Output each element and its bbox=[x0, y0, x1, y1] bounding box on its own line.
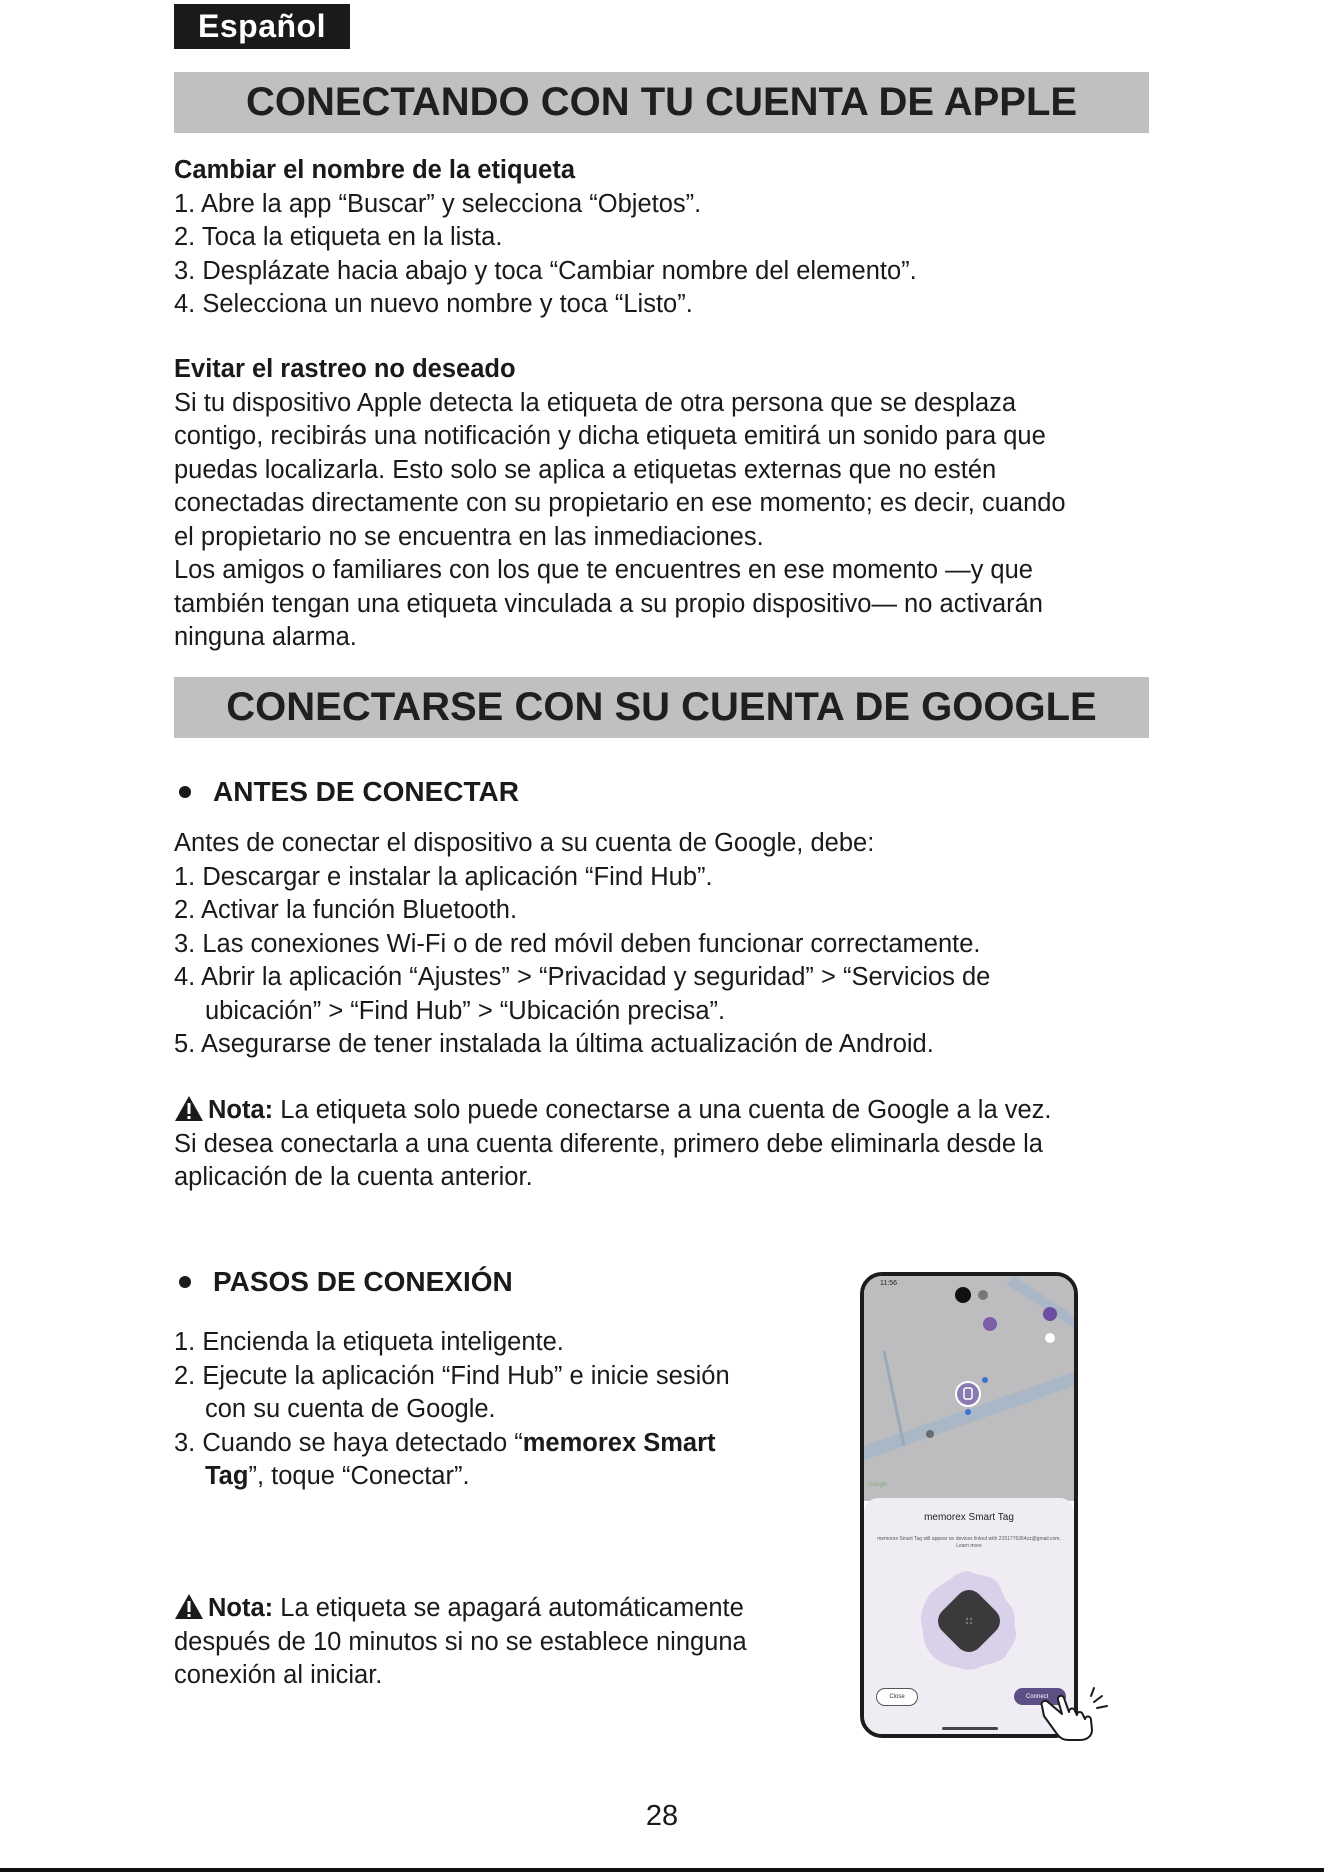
tracking-line: Los amigos o familiares con los que te encuentres en ese momento —y que bbox=[174, 556, 1033, 584]
google-logo: Google bbox=[868, 1482, 888, 1488]
rename-step-2: 2. Toca la etiqueta en la lista. bbox=[174, 223, 503, 251]
sheet-subtitle: memorex Smart Tag will appear on devices linked with 2151776364zz@gmail.com. Learn more bbox=[877, 1536, 1061, 1549]
close-button[interactable]: Close bbox=[876, 1688, 918, 1706]
steps-heading-row bbox=[174, 1266, 513, 1298]
device-name: memorex Smart bbox=[522, 1428, 716, 1457]
before-intro: Antes de conectar el dispositivo a su cuenta de Google, debe: bbox=[174, 829, 875, 857]
map-roads bbox=[864, 1276, 1074, 1501]
steps-section bbox=[174, 1326, 730, 1494]
step-3: 3. Cuando se haya detectado “memorex Smart bbox=[174, 1428, 716, 1457]
before-step-1: 1. Descargar e instalar la aplicación “Find Hub”. bbox=[174, 862, 713, 891]
bullet-icon bbox=[179, 786, 191, 798]
rename-step-4: 4. Selecciona un nuevo nombre y toca “Listo”. bbox=[174, 290, 693, 318]
tracking-line: Si tu dispositivo Apple detecta la etiqueta de otra persona que se desplaza bbox=[174, 388, 1017, 417]
note-1-label: Nota: bbox=[208, 1096, 274, 1124]
tracking-section bbox=[174, 353, 1066, 655]
step-3-cont: Tag”, toque “Conectar”. bbox=[205, 1462, 470, 1490]
warning-icon bbox=[174, 1593, 204, 1620]
note-1 bbox=[174, 1094, 1051, 1195]
section-title-apple: CONECTANDO CON TU CUENTA DE APPLE bbox=[174, 72, 1149, 133]
connect-button[interactable]: Connect bbox=[1014, 1688, 1066, 1705]
tracking-line: el propietario no se encuentra en las inmediaciones. bbox=[174, 522, 764, 551]
before-step-3: 3. Las conexiones Wi-Fi o de red móvil deben funcionar correctamente. bbox=[174, 929, 981, 958]
before-heading-row bbox=[174, 776, 519, 808]
note-2-text: después de 10 minutos si no se establece ninguna bbox=[174, 1627, 747, 1656]
before-step-5: 5. Asegurarse de tener instalada la última actualización de Android. bbox=[174, 1030, 934, 1058]
tracking-heading: Evitar el rastreo no deseado bbox=[174, 355, 516, 383]
status-time: 11:56 bbox=[880, 1280, 897, 1287]
steps-heading: PASOS DE CONEXIÓN bbox=[213, 1266, 513, 1297]
sheet-title: memorex Smart Tag bbox=[924, 1512, 1014, 1523]
rename-heading: Cambiar el nombre de la etiqueta bbox=[174, 156, 576, 184]
tracking-line: puedas localizarla. Esto solo se aplica a etiquetas externas que no estén bbox=[174, 455, 997, 484]
before-step-2: 2. Activar la función Bluetooth. bbox=[174, 896, 518, 924]
rename-section bbox=[174, 154, 917, 322]
note-2 bbox=[174, 1592, 747, 1693]
note-2-text: La etiqueta se apagará automáticamente bbox=[273, 1594, 744, 1622]
before-heading: ANTES DE CONECTAR bbox=[213, 776, 519, 807]
step-1: 1. Encienda la etiqueta inteligente. bbox=[174, 1328, 564, 1356]
rename-step-3: 3. Desplázate hacia abajo y toca “Cambiar nombre del elemento”. bbox=[174, 256, 917, 285]
step-2-cont: con su cuenta de Google. bbox=[205, 1395, 496, 1423]
tracking-line: ninguna alarma. bbox=[174, 623, 357, 651]
note-1-text: Si desea conectarla a una cuenta diferente, primero debe eliminarla desde la bbox=[174, 1129, 1043, 1158]
rename-step-1: 1. Abre la app “Buscar” y selecciona “Objetos”. bbox=[174, 189, 702, 218]
note-2-label: Nota: bbox=[208, 1594, 274, 1622]
home-indicator bbox=[942, 1727, 998, 1730]
before-step-4: 4. Abrir la aplicación “Ajustes” > “Privacidad y seguridad” > “Servicios de bbox=[174, 963, 991, 991]
page-bottom-rule bbox=[0, 1868, 1324, 1872]
tracking-line: conectadas directamente con su propietario en ese momento; es decir, cuando bbox=[174, 489, 1066, 517]
bullet-icon bbox=[179, 1276, 191, 1288]
smart-tag-icon bbox=[916, 1568, 1022, 1674]
phone-illustration bbox=[860, 1272, 1078, 1738]
language-tag: Español bbox=[174, 4, 350, 49]
section-title-google: CONECTARSE CON SU CUENTA DE GOOGLE bbox=[174, 677, 1149, 738]
note-1-text: La etiqueta solo puede conectarse a una cuenta de Google a la vez. bbox=[273, 1096, 1052, 1124]
tap-hand-icon bbox=[1036, 1686, 1114, 1742]
page-number: 28 bbox=[645, 1800, 679, 1832]
before-section bbox=[174, 827, 990, 1062]
warning-icon bbox=[174, 1095, 204, 1122]
note-2-text: conexión al iniciar. bbox=[174, 1661, 383, 1689]
step-2: 2. Ejecute la aplicación “Find Hub” e inicie sesión bbox=[174, 1361, 730, 1390]
note-1-text: aplicación de la cuenta anterior. bbox=[174, 1163, 533, 1191]
tracking-line: contigo, recibirás una notificación y dicha etiqueta emitirá un sonido para que bbox=[174, 422, 1046, 450]
device-name: Tag bbox=[205, 1462, 249, 1490]
before-step-4-cont: ubicación” > “Find Hub” > “Ubicación precisa”. bbox=[205, 996, 726, 1025]
tracking-line: también tengan una etiqueta vinculada a su propio dispositivo— no activarán bbox=[174, 589, 1043, 618]
map-view bbox=[864, 1276, 1074, 1501]
